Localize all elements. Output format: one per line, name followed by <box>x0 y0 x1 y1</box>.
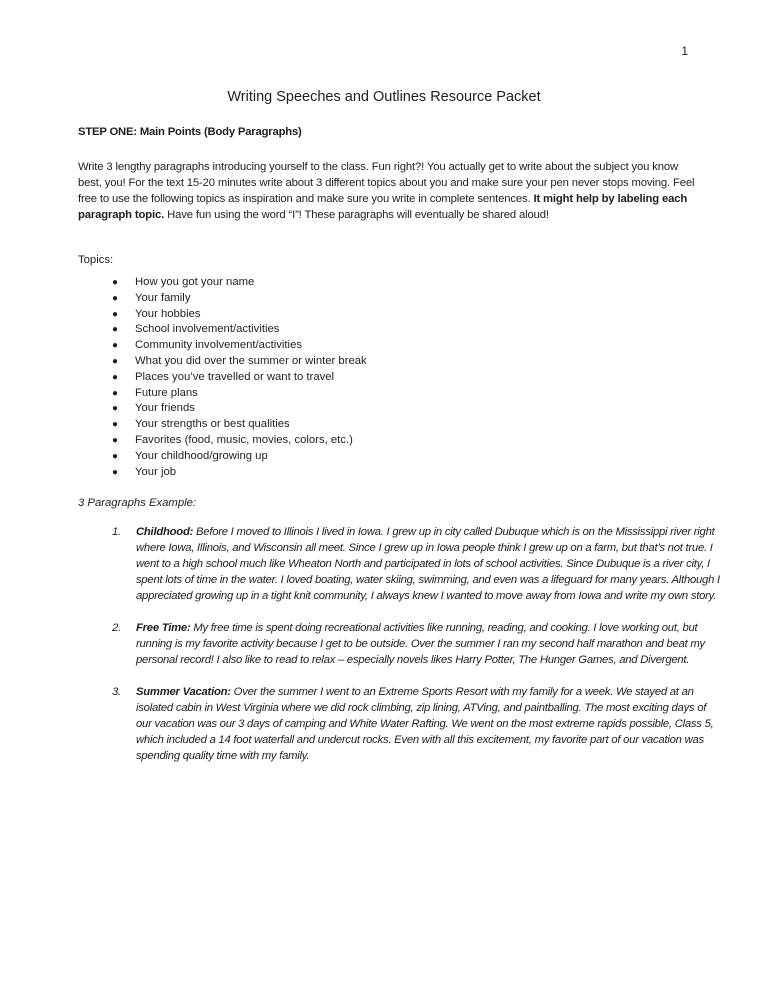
step-one-heading: STEP ONE: Main Points (Body Paragraphs) <box>78 126 302 138</box>
topics-label: Topics: <box>78 254 114 266</box>
topic-text: What you did over the summer or winter break <box>135 354 367 367</box>
topic-text: Your job <box>135 465 177 478</box>
example-text: Before I moved to Illinois I lived in Iowa. I grew up in city called Dubuque which is on the Mississippi river right where Iowa, Illinois, and Wisconsin all meet. Since I grew up in Iowa people think I grew up on a farm, but that’s not true. I went to a high school much like Wheaton North and participated in lots of school activities. Since Dubuque is a river city, I spent lots of time in the water. I loved boating, water skiing, swimming, and even was a lifeguard for many years. Although I appreciated growing up in a tight knit community, I always knew I wanted to move away from Iowa and write my own story. <box>136 526 720 602</box>
topic-text: Your family <box>135 291 191 304</box>
bullet-icon: ● <box>112 371 119 383</box>
topic-text: Your hobbies <box>135 307 201 320</box>
topic-item <box>0 401 367 417</box>
intro-text-end: Have fun using the word “I”! These paragraphs will eventually be shared aloud! <box>164 209 549 221</box>
bullet-icon: ● <box>112 450 119 462</box>
bullet-icon: ● <box>112 434 119 446</box>
topic-text: Your friends <box>135 402 195 415</box>
bullet-icon: ● <box>112 419 119 431</box>
example-number: 2. <box>112 622 121 634</box>
topic-text: Your strengths or best qualities <box>135 418 290 431</box>
topics-list <box>0 275 367 480</box>
intro-text-start: Write 3 lengthy paragraphs introducing yourself to the class. Fun right?! You actually get to write about the subject you know best, you! For the text 15-20 minutes write about 3 different topics about you and make sure your pen never stops moving. Feel free to use the following topics as inspiration and make sure you write in complete sentences. <box>78 161 695 205</box>
topic-item <box>0 433 367 449</box>
topic-text: Your childhood/growing up <box>135 449 268 462</box>
topic-text: Places you’ve travelled or want to travel <box>135 370 335 383</box>
bullet-icon: ● <box>112 387 119 399</box>
bullet-icon: ● <box>112 292 119 304</box>
bullet-icon: ● <box>112 403 119 415</box>
topic-text: How you got your name <box>135 276 255 288</box>
intro-paragraph <box>78 159 698 223</box>
topic-text: Community involvement/activities <box>135 339 302 352</box>
topic-item <box>0 338 367 354</box>
topic-text: Favorites (food, music, movies, colors, etc.) <box>135 433 353 446</box>
bullet-icon: ● <box>112 308 119 320</box>
topic-item <box>0 354 367 370</box>
topic-text: Future plans <box>135 386 198 399</box>
example-topic-label: Childhood: <box>136 526 194 538</box>
bullet-icon: ● <box>112 466 119 478</box>
topic-item <box>0 275 367 291</box>
example-paragraph <box>0 524 720 604</box>
topic-item <box>0 465 367 481</box>
topic-item <box>0 370 367 386</box>
example-text: My free time is spent doing recreational activities like running, reading, and cooking. I love working out, but running is my favorite activity because I get to be outside. Over the summer I ran my second half marathon and beat my personal record! I also like to read to relax – especially novels likes Harry Potter, The Hunger Games, and Divergent. <box>136 622 705 666</box>
topic-item <box>0 322 367 338</box>
bullet-icon: ● <box>112 277 119 288</box>
examples-label: 3 Paragraphs Example: <box>78 497 197 509</box>
example-topic-label: Summer Vacation: <box>136 686 231 698</box>
bullet-icon: ● <box>112 324 119 336</box>
example-topic-label: Free Time: <box>136 622 191 634</box>
document-title: Writing Speeches and Outlines Resource Packet <box>227 89 541 105</box>
topic-item <box>0 449 367 465</box>
bullet-icon: ● <box>112 340 119 352</box>
example-paragraph <box>0 620 720 668</box>
topic-text: School involvement/activities <box>135 323 280 336</box>
example-text: Over the summer I went to an Extreme Sports Resort with my family for a week. We stayed at an isolated cabin in West Virginia where we did rock climbing, zip lining, ATVing, and paintballing. The most exciting days of our vacation was our 3 days of camping and White Water Rafting. We went on the most extreme rapids possible, Class 5, which included a 14 foot waterfall and undercut rocks. Even with all this excitement, my favorite part of our vacation was spending quality time with my family. <box>136 686 714 762</box>
example-number: 3. <box>112 686 121 698</box>
page-number: 1 <box>681 44 688 58</box>
topic-item <box>0 417 367 433</box>
topic-item <box>0 386 367 402</box>
bullet-icon: ● <box>112 355 119 367</box>
example-paragraphs-list <box>0 524 720 780</box>
topic-item <box>0 291 367 307</box>
topic-item <box>0 307 367 323</box>
intro-bold-tip: It might help by labeling each paragraph topic. <box>78 193 688 221</box>
example-number: 1. <box>112 526 121 538</box>
example-paragraph <box>0 684 720 764</box>
